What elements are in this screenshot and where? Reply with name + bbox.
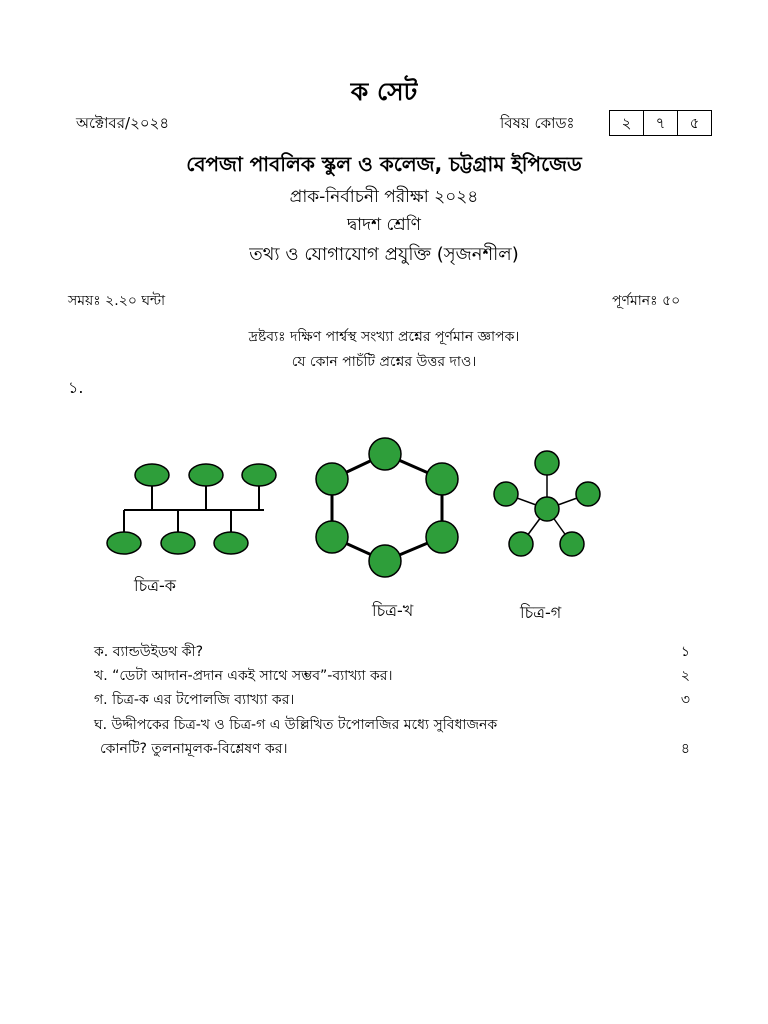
- ring-nodes: [316, 438, 458, 577]
- subject-code-label: বিষয় কোডঃ: [500, 114, 575, 132]
- ring-node: [426, 463, 458, 495]
- question-part-kha: খ. “ডেটা আদান-প্রদান একই সাথে সম্ভব”-ব্যাখ্যা কর।: [94, 668, 393, 684]
- exam-name: প্রাক-নির্বাচনী পরীক্ষা ২০২৪: [289, 187, 479, 207]
- ring-node: [426, 521, 458, 553]
- bus-node: [135, 464, 169, 486]
- marks-kha: ২: [680, 668, 690, 684]
- ring-node: [316, 463, 348, 495]
- instruction-note: দ্রষ্টব্যঃ দক্ষিণ পার্শ্বস্থ সংখ্যা প্রশ্নের পূর্ণমান জ্ঞাপক।: [248, 329, 520, 345]
- topology-figure: [90, 425, 620, 640]
- subject-code-box: [609, 110, 712, 136]
- figure-label-ga: চিত্র-গ: [520, 603, 562, 622]
- marks-gha: ৪: [680, 741, 690, 757]
- bus-node: [161, 532, 195, 554]
- question-part-ka: ক. ব্যান্ডউইডথ কী?: [94, 644, 204, 660]
- marks-ka: ১: [680, 644, 690, 660]
- school-name: বেপজা পাবলিক স্কুল ও কলেজ, চট্টগ্রাম ইপিজেড: [186, 152, 582, 176]
- exam-date: অক্টোবর/২০২৪: [76, 114, 170, 132]
- star-node: [509, 532, 533, 556]
- ring-node: [369, 545, 401, 577]
- star-node: [560, 532, 584, 556]
- star-hub-node: [535, 497, 559, 521]
- subject-code-digit: ২: [621, 114, 632, 132]
- star-node: [494, 482, 518, 506]
- question-part-gha-line2: কোনটি? তুলনামূলক-বিশ্লেষণ কর।: [100, 741, 288, 757]
- question-part-ga: গ. চিত্র-ক এর টপোলজি ব্যাখ্যা কর।: [94, 692, 295, 708]
- question-part-gha: ঘ. উদ্দীপকের চিত্র-খ ও চিত্র-গ এ উল্লিখিত টপোলজির মধ্যে সুবিধাজনক: [94, 717, 498, 733]
- star-node: [535, 451, 559, 475]
- ring-node: [316, 521, 348, 553]
- full-marks: পূর্ণমানঃ ৫০: [612, 293, 681, 309]
- bus-node: [107, 532, 141, 554]
- subject-code-digit: ৫: [677, 111, 711, 135]
- subject-code-digit: ৭: [643, 111, 677, 135]
- bus-node: [214, 532, 248, 554]
- instruction-answer-five: যে কোন পাচঁটি প্রশ্নের উত্তর দাও।: [291, 354, 477, 370]
- set-title: ক সেট: [350, 77, 418, 106]
- bus-node: [189, 464, 223, 486]
- ring-node: [369, 438, 401, 470]
- star-node: [576, 482, 600, 506]
- subject-name: তথ্য ও যোগাযোগ প্রযুক্তি (সৃজনশীল): [249, 244, 519, 265]
- marks-ga: ৩: [680, 692, 690, 708]
- figure-label-kha: চিত্র-খ: [372, 601, 414, 620]
- figure-label-ka: চিত্র-ক: [134, 576, 176, 595]
- star-nodes: [494, 451, 600, 556]
- bus-node: [242, 464, 276, 486]
- question-number: ১.: [68, 378, 84, 397]
- class-name: দ্বাদশ শ্রেণি: [347, 215, 421, 235]
- exam-time: সময়ঃ ২.২০ ঘন্টা: [68, 293, 166, 309]
